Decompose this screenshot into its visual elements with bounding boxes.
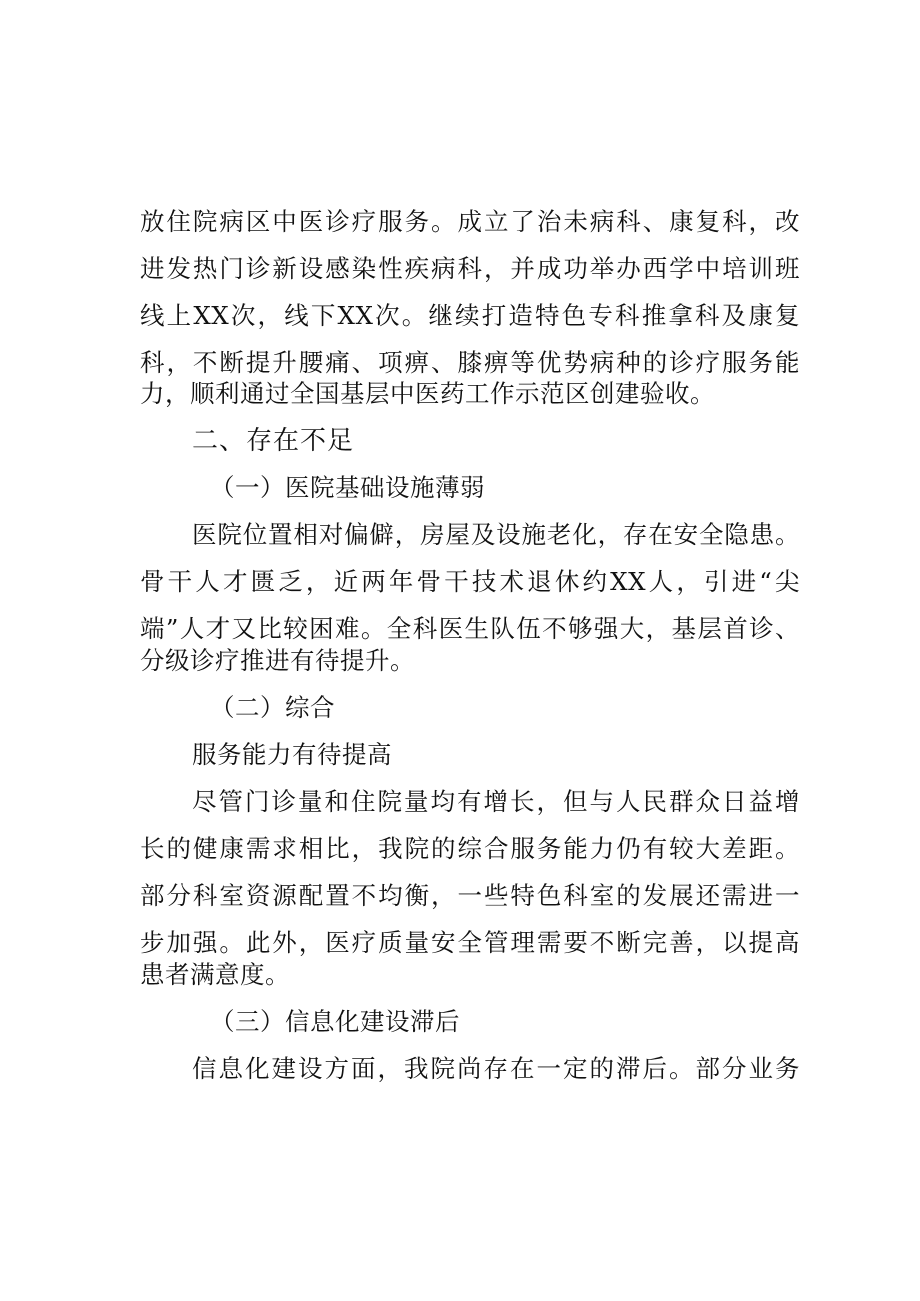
paragraph-line: 端”人才又比较困难。全科医生队伍不够强大，基层首诊、 — [140, 614, 800, 643]
paragraph-line: 骨干人才匮乏，近两年骨干技术退休约XX人，引进“尖 — [140, 567, 800, 596]
paragraph-line: 长的健康需求相比，我院的综合服务能力仍有较大差距。 — [140, 834, 800, 863]
subsection-title: （一）医院基础设施薄弱 — [210, 473, 485, 502]
paragraph-line: 放住院病区中医诊疗服务。成立了治未病科、康复科，改 — [140, 207, 800, 236]
paragraph-line: 患者满意度。 — [140, 960, 290, 989]
subsection-title: （三）信息化建设滞后 — [210, 1007, 460, 1036]
paragraph-line: 进发热门诊新设感染性疾病科，并成功举办西学中培训班 — [140, 254, 800, 283]
paragraph-line: 科，不断提升腰痛、项痹、膝痹等优势病种的诊疗服务能 — [140, 348, 800, 377]
paragraph-line: 力，顺利通过全国基层中医药工作示范区创建验收。 — [140, 379, 715, 408]
subsection-title-continued: 服务能力有待提高 — [192, 740, 392, 769]
paragraph-line: 信息化建设方面，我院尚存在一定的滞后。部分业务 — [192, 1054, 800, 1083]
paragraph-line: 步加强。此外，医疗质量安全管理需要不断完善，以提高 — [140, 928, 800, 957]
paragraph-line: 线上XX次，线下XX次。继续打造特色专科推拿科及康复 — [140, 301, 800, 330]
paragraph-line: 分级诊疗推进有待提升。 — [140, 646, 415, 675]
paragraph-line: 医院位置相对偏僻，房屋及设施老化，存在安全隐患。 — [192, 520, 800, 549]
subsection-title: （二）综合 — [210, 693, 335, 722]
paragraph-line: 尽管门诊量和住院量均有增长，但与人民群众日益增 — [192, 787, 800, 816]
paragraph-line: 部分科室资源配置不均衡，一些特色科室的发展还需进一 — [140, 881, 800, 910]
section-heading: 二、存在不足 — [192, 426, 355, 456]
